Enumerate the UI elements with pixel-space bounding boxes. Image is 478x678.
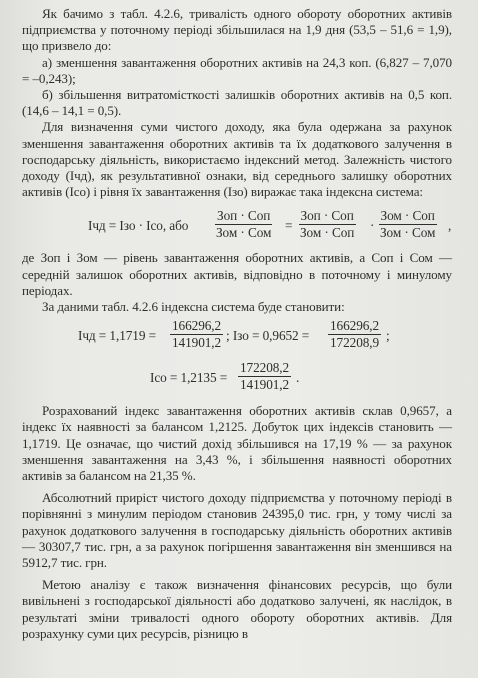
index-values-formula bbox=[22, 315, 452, 357]
paragraph-intro: Як бачимо з табл. 4.2.6, тривалість одного обороту оборотних активів підприємства у поточному періоді збільшилася на 1,9 дня (53,5 – 51,6 = 1,9), що призвело до: bbox=[22, 6, 452, 54]
list-item-a: а) зменшення завантаження оборотних активів на 24,3 коп. (6,827 – 7,070 = –0,243); bbox=[22, 54, 452, 86]
paragraph-financial-resources: Метою аналізу є також визначення фінансових ресурсів, що були вивільнені з господарської діяльності або додатково залучені, як наслідок, в результаті зміни тривалості одного обороту оборотних активів. Для розрахунку суми цих ресурсів, різницю в bbox=[22, 577, 452, 641]
index-system-formula bbox=[22, 204, 452, 248]
text-body bbox=[22, 6, 452, 642]
list-item-b: б) збільшення витратомісткості залишків оборотних активів на 0,5 коп. (14,6 – 14,1 = 0,5). bbox=[22, 87, 452, 119]
fraction-3 bbox=[378, 208, 437, 241]
fraction-2-numerator: Зоп · Соп bbox=[300, 208, 354, 224]
iso-fraction bbox=[238, 360, 291, 393]
fraction-1-denominator: Зом · Сом bbox=[216, 225, 272, 241]
paragraph-data-intro: За даними табл. 4.2.6 індексна система буде становити: bbox=[42, 299, 345, 315]
fraction-2-denominator: Зом · Соп bbox=[300, 225, 355, 241]
multiply-dot: · bbox=[370, 218, 375, 234]
fraction-2 bbox=[298, 208, 356, 241]
formula-lhs: Ічд = Ізо · Ісо, або bbox=[88, 218, 189, 234]
equals-sign: = bbox=[285, 218, 293, 234]
formula3-period: . bbox=[296, 370, 300, 386]
formula2-semicolon: ; bbox=[386, 328, 390, 344]
fraction-3-numerator: Зом · Соп bbox=[380, 208, 435, 224]
fraction-1-numerator: Зоп · Соп bbox=[217, 208, 271, 224]
ichd-denominator: 141901,2 bbox=[172, 335, 222, 351]
formula-comma: , bbox=[448, 218, 452, 234]
paragraph-calculated-index: Розрахований індекс завантаження оборотних активів склав 0,9657, а індекс їх наявності за балансом 1,2125. Добуток цих індексів становить — 1,1719. Це означає, що чистий дохід збільшився на 17,19 % — за рахунок зменшення завантаження на 3,43 %, і збільшення наявності оборотних активів за балансом на 21,35 %. bbox=[22, 403, 452, 484]
izo-numerator: 166296,2 bbox=[330, 318, 380, 334]
ichd-numerator: 166296,2 bbox=[172, 318, 222, 334]
fraction-3-denominator: Зом · Сом bbox=[380, 225, 436, 241]
paragraph-absolute-growth: Абсолютний приріст чистого доходу підприємства у поточному періоді в порівнянні з минулим періодом становив 24395,0 тис. грн, у тому числі за рахунок додаткового залучення в господарську діяльність оборотних активів — 30307,7 тис. грн, а за рахунок погіршення завантаження він зменшився на 5912,7 тис. грн. bbox=[22, 490, 452, 571]
paragraph-legend: де Зоп і Зом — рівень завантаження оборотних активів, а Соп і Сом — середній залишок оборотних активів, відповідно в поточному і минулому періодах. bbox=[22, 250, 452, 298]
iso-value-formula bbox=[22, 357, 452, 403]
iso-numerator: 172208,2 bbox=[240, 360, 290, 376]
izo-fraction bbox=[328, 318, 381, 351]
izo-denominator: 172208,9 bbox=[330, 335, 380, 351]
ichd-fraction bbox=[170, 318, 223, 351]
paragraph-index-method: Для визначення суми чистого доходу, яка була одержана за рахунок зменшення завантаження оборотних активів та їх додаткового залучення в господарську діяльність, використаємо індексний метод. Залежність чистого доходу (Ічд), як результативної ознаки, від середнього залишку оборотних активів (Ісо) і рівня їх завантаження (Ізо) виражає така індексна система: bbox=[22, 119, 452, 200]
fraction-1 bbox=[214, 208, 273, 241]
izo-expression: ; Ізо = 0,9652 = bbox=[226, 328, 310, 344]
iso-denominator: 141901,2 bbox=[240, 377, 290, 393]
iso-expression: Ісо = 1,2135 = bbox=[150, 370, 228, 386]
ichd-expression: Ічд = 1,1719 = bbox=[78, 328, 157, 344]
